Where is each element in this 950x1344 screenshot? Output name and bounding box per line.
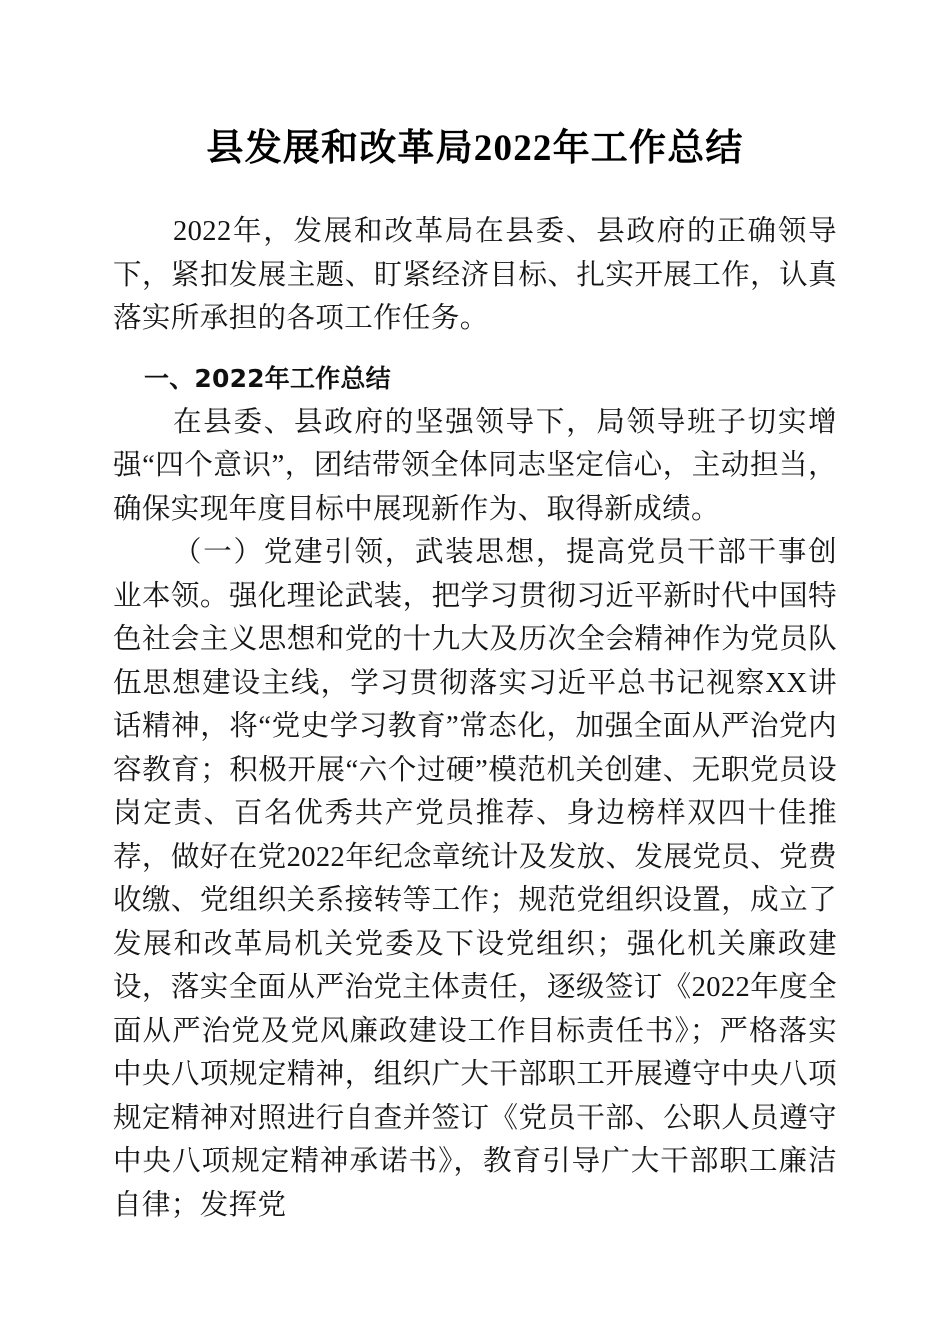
page-text-column [113,0,837,1227]
section-heading-1: 一、2022年工作总结 [144,363,391,393]
page-title: 县发展和改革局2022年工作总结 [206,128,744,169]
intro-paragraph: 2022年，发展和改革局在县委、县政府的正确领导下，紧扣发展主题、盯紧经济目标、扎实开展工作，认真落实所承担的各项工作任务。 [113,216,837,334]
section-1-paragraph: 在县委、县政府的坚强领导下，局领导班子切实增强“四个意识”，团结带领全体同志坚定信心，主动担当，确保实现年度目标中展现新作为、取得新成绩。 [113,406,837,525]
subsection-1-paragraph: （一）党建引领，武装思想，提高党员干部干事创业本领。强化理论武装，把学习贯彻习近平新时代中国特色社会主义思想和党的十九大及历次全会精神作为党员队伍思想建设主线，学习贯彻落实习近平总书记视察XX讲话精神，将“党史学习教育”常态化，加强全面从严治党内容教育；积极开展“六个过硬”模范机关创建、无职党员设岗定责、百名优秀共产党员推荐、身边榜样双四十佳推荐，做好在党2022年纪念章统计及发放、发展党员、党费收缴、党组织关系接转等工作；规范党组织设置，成立了发展和改革局机关党委及下设党组织；强化机关廉政建设，落实全面从严治党主体责任，逐级签订《2022年度全面从严治党及党风廉政建设工作目标责任书》；严格落实中央八项规定精神，组织广大干部职工开展遵守中央八项规定精神对照进行自查并签订《党员干部、公职人员遵守中央八项规定精神承诺书》，教育引导广大干部职工廉洁自律；发挥党 [113,537,837,1221]
